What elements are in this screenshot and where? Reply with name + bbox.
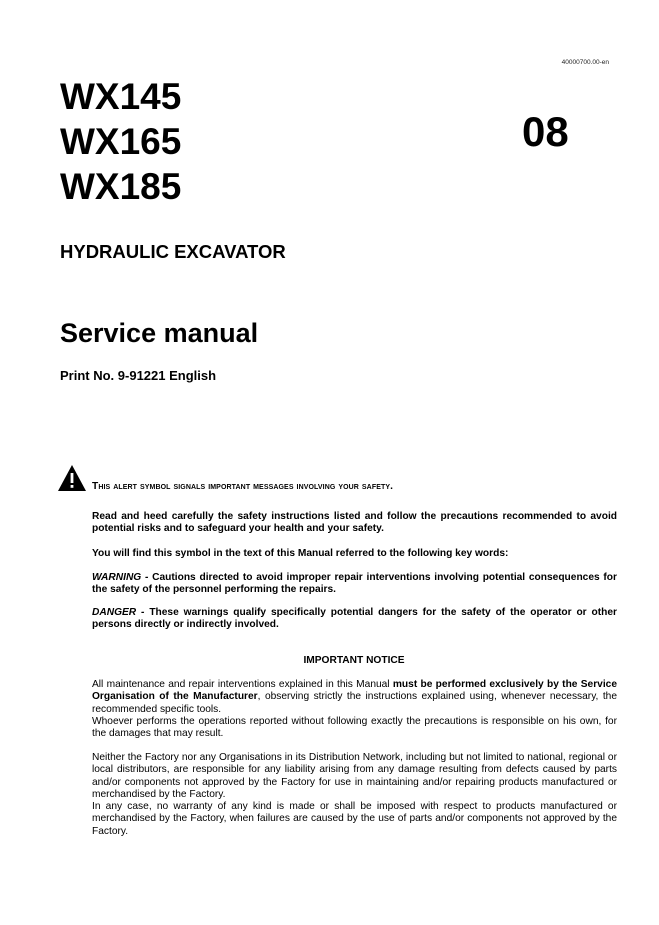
model-name: WX165 xyxy=(60,121,182,162)
section-number: 08 xyxy=(522,108,569,155)
model-name: WX145 xyxy=(60,76,182,117)
warning-triangle-icon xyxy=(57,464,87,492)
notice-paragraph xyxy=(92,752,617,801)
notice-text: , observing strictly the instructions explained using, whenever necessary, the recommended specific tools. xyxy=(92,691,617,715)
machine-type: HYDRAULIC EXCAVATOR xyxy=(60,241,286,262)
danger-term: DANGER - xyxy=(92,607,145,618)
warning-term: WARNING - xyxy=(92,572,149,583)
manual-title: Service manual xyxy=(60,318,259,348)
safety-text: Read and heed carefully the safety instructions listed and follow the precautions recommended to avoid potential risks and to safeguard your health and your safety. xyxy=(92,511,617,535)
danger-paragraph xyxy=(92,607,617,632)
print-number: Print No. 9-91221 English xyxy=(60,368,217,383)
important-notice-heading: IMPORTANT NOTICE xyxy=(303,655,405,666)
model-list xyxy=(60,74,181,209)
notice-text: All maintenance and repair interventions explained in this Manual xyxy=(92,679,393,690)
notice-text: Neither the Factory nor any Organisations in its Distribution Network, including but not limited to national, regional or local distributors, are responsible for any liability arising from any damage resulting from defects caused by parts and/or components not approved by the Factory for use in maintaining and/or repairing products manufactured or merchandised by the Factory. xyxy=(92,752,617,800)
safety-paragraph xyxy=(92,511,617,536)
warning-paragraph xyxy=(92,572,617,597)
safety-paragraph xyxy=(92,548,617,560)
safety-alert-heading: This alert symbol signals important messages involving your safety. xyxy=(92,481,394,492)
notice-paragraph xyxy=(92,679,617,716)
safety-text: You will find this symbol in the text of this Manual referred to the following key words: xyxy=(92,548,509,559)
notice-paragraph xyxy=(92,716,617,741)
notice-bold-text: must be performed exclusively by the Service Organisation of the Manufacturer xyxy=(92,679,618,703)
notice-text: Whoever performs the operations reported without following exactly the precautions is responsible on his own, for the damages that may result. xyxy=(92,716,617,740)
danger-text: These warnings qualify specifically potential dangers for the safety of the operator or other persons directly or indirectly involved. xyxy=(92,607,617,631)
document-code: 40000700.00-en xyxy=(561,59,609,66)
notice-paragraph xyxy=(92,801,617,838)
warning-text: Cautions directed to avoid improper repair interventions involving potential consequences for the safety of the personnel performing the repairs. xyxy=(92,572,617,596)
notice-text: In any case, no warranty of any kind is made or shall be imposed with respect to products manufactured or merchandised by the Factory, when failures are caused by the use of parts and/or components not approved by the Factory. xyxy=(92,801,617,837)
model-name: WX185 xyxy=(60,166,182,207)
